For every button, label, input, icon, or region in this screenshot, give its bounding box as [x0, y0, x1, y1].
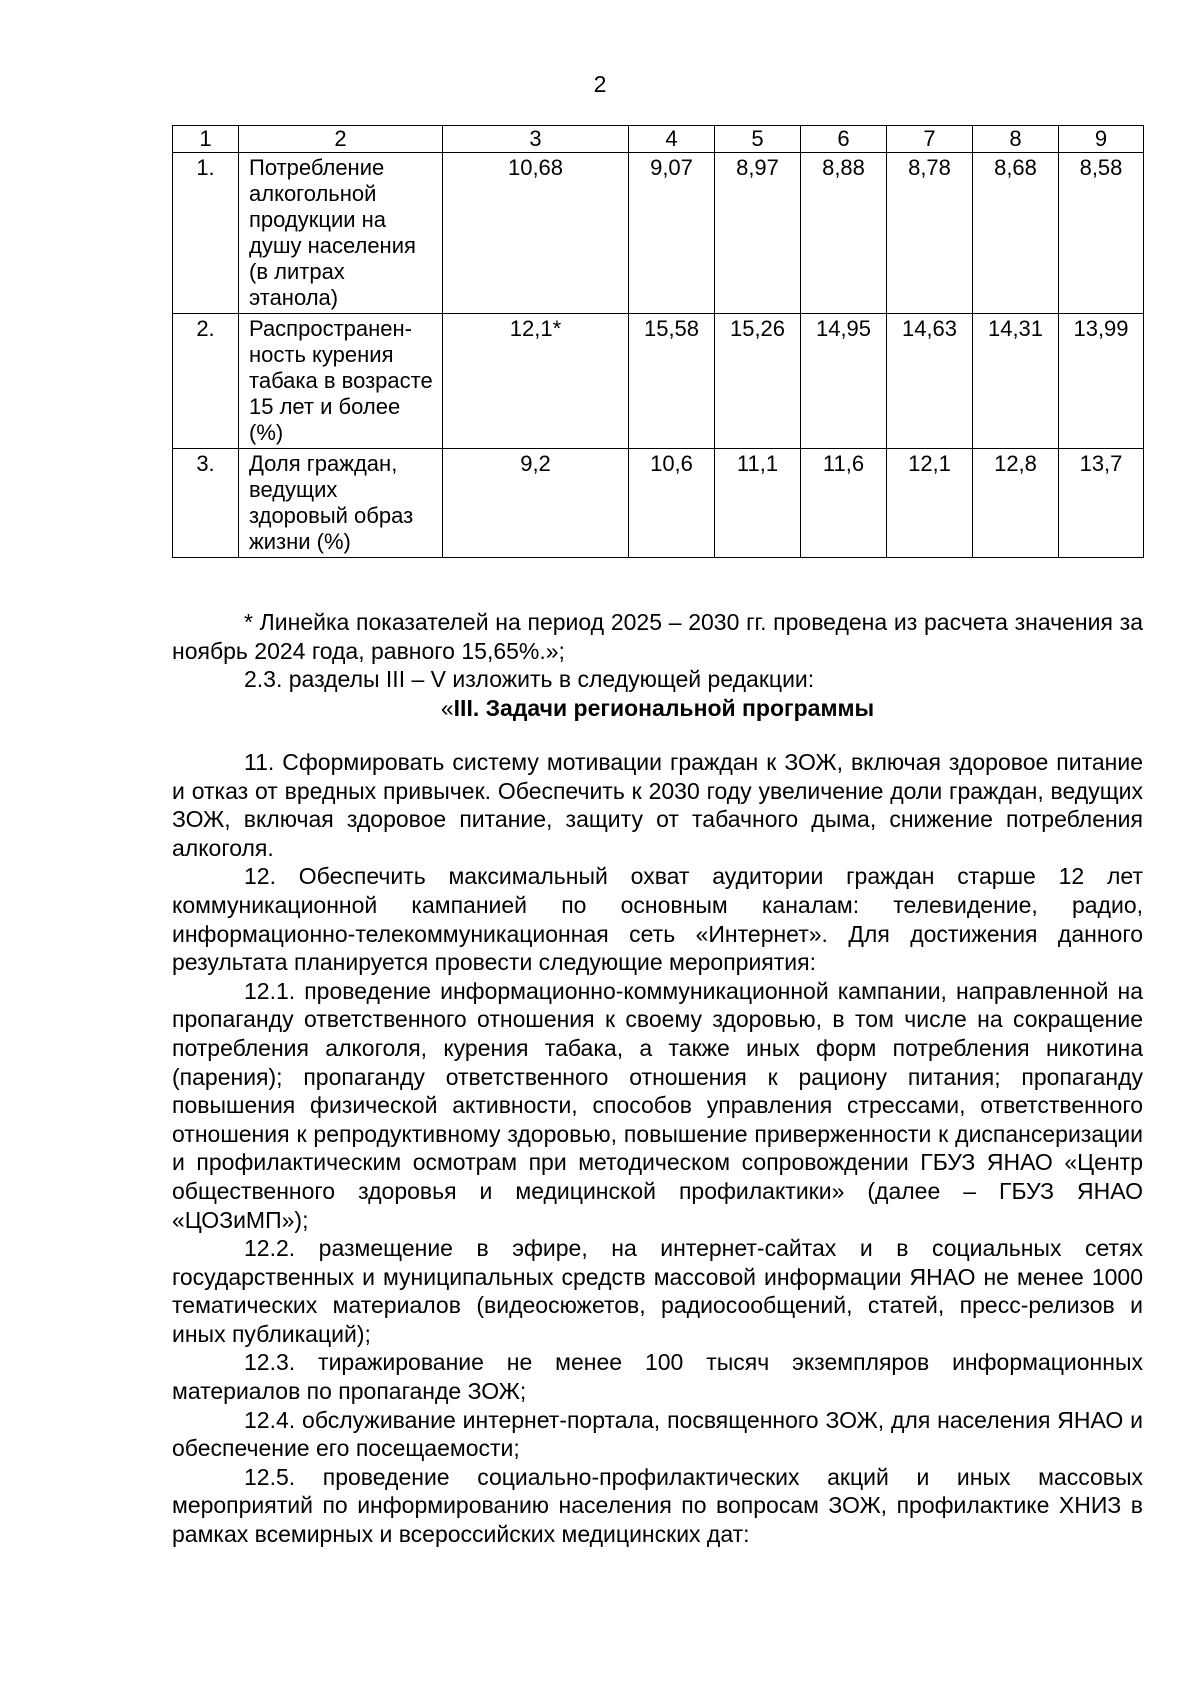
indicator-value: 9,07: [629, 153, 715, 314]
footnote-block: [172, 608, 1143, 722]
indicator-value: 12,1*: [443, 314, 629, 449]
indicator-value: 13,99: [1059, 314, 1144, 449]
indicator-value: 14,63: [887, 314, 973, 449]
column-header: 9: [1059, 126, 1144, 153]
column-header: 3: [443, 126, 629, 153]
indicator-value: 15,26: [715, 314, 801, 449]
indicator-value: 8,68: [973, 153, 1059, 314]
opening-quote: «: [440, 694, 454, 721]
column-header: 4: [629, 126, 715, 153]
table-row: [173, 153, 1144, 314]
indicator-value: 11,6: [801, 449, 887, 558]
indicator-value: 10,6: [629, 449, 715, 558]
section-heading: [172, 694, 1143, 723]
indicator-name: Доля граждан, ведущих здоровый образ жизни (%): [239, 449, 443, 558]
row-index: 1.: [173, 153, 239, 314]
paragraph: 12.3. тиражирование не менее 100 тысяч экземпляров информационных материалов по пропаганде ЗОЖ;: [172, 1349, 1143, 1405]
amendment-line: 2.3. разделы III – V изложить в следующей редакции:: [244, 666, 815, 693]
indicator-value: 8,97: [715, 153, 801, 314]
paragraph: 11. Сформировать систему мотивации граждан к ЗОЖ, включая здоровое питание и отказ от вредных привычек. Обеспечить к 2030 году увеличение доли граждан, ведущих ЗОЖ, включая здоровое питание, защиту от табачного дыма, снижение потребления алкоголя.: [172, 749, 1143, 861]
indicator-value: 8,58: [1059, 153, 1144, 314]
page-number: 2: [593, 71, 607, 97]
paragraph: 12.1. проведение информационно-коммуникационной кампании, направленной на пропаганду ответственного отношения к своему здоровью, в том числе на сокращение потребления алкоголя, курения табака, а также иных форм потребления никотина (парения); пропаганду ответственного отношения к рациону питания; пропаганду повышения физической активности, способов управления стрессами, ответственного отношения к репродуктивному здоровью, повышение приверженности к диспансеризации и профилактическим осмотрам при методическом сопровождении ГБУЗ ЯНАО «Центр общественного здоровья и медицинской профилактики» (далее – ГБУЗ ЯНАО «ЦОЗиМП»);: [172, 977, 1143, 1233]
column-header: 1: [173, 126, 239, 153]
table-row: [173, 449, 1144, 558]
indicator-value: 11,1: [715, 449, 801, 558]
paragraph: 12.4. обслуживание интернет-портала, посвященного ЗОЖ, для населения ЯНАО и обеспечение его посещаемости;: [172, 1406, 1143, 1462]
indicator-name: Потребление алкогольной продукции на душу населения (в литрах этанола): [239, 153, 443, 314]
paragraph: 12.2. размещение в эфире, на интернет-сайтах и в социальных сетях государственных и муниципальных средств массовой информации ЯНАО не менее 1000 тематических материалов (видеосюжетов, радиосообщений, статей, пресс-релизов и иных публикаций);: [172, 1235, 1143, 1347]
row-index: 2.: [173, 314, 239, 449]
column-header: 6: [801, 126, 887, 153]
indicator-value: 15,58: [629, 314, 715, 449]
section-title: III. Задачи региональной программы: [453, 694, 875, 721]
column-header: 2: [239, 126, 443, 153]
indicator-value: 14,31: [973, 314, 1059, 449]
indicator-value: 8,88: [801, 153, 887, 314]
footnote: * Линейка показателей на период 2025 – 2030 гг. проведена из расчета значения за ноябрь 2024 года, равного 15,65%.»;: [172, 609, 1143, 664]
column-header: 5: [715, 126, 801, 153]
indicator-value: 10,68: [443, 153, 629, 314]
paragraph: 12. Обеспечить максимальный охват аудитории граждан старше 12 лет коммуникационной кампанией по основным каналам: телевидение, радио, информационно-телекоммуникационная сеть «Интернет». Для достижения данного результата планируется провести следующие мероприятия:: [172, 863, 1143, 976]
indicator-value: 13,7: [1059, 449, 1144, 558]
column-header: 8: [973, 126, 1059, 153]
indicator-value: 8,78: [887, 153, 973, 314]
indicator-value: 12,8: [973, 449, 1059, 558]
indicator-value: 14,95: [801, 314, 887, 449]
column-header: 7: [887, 126, 973, 153]
paragraph: 12.5. проведение социально-профилактических акций и иных массовых мероприятий по информированию населения по вопросам ЗОЖ, профилактике ХНИЗ в рамках всемирных и всероссийских медицинских дат:: [172, 1463, 1143, 1548]
table-row: [173, 314, 1144, 449]
indicator-value: 12,1: [887, 449, 973, 558]
body-text: [172, 748, 1143, 1549]
table-header-row: [173, 126, 1144, 153]
indicator-value: 9,2: [443, 449, 629, 558]
indicator-name: Распространен-ность курения табака в возрасте 15 лет и более (%): [239, 314, 443, 449]
row-index: 3.: [173, 449, 239, 558]
indicators-table: [172, 125, 1144, 558]
